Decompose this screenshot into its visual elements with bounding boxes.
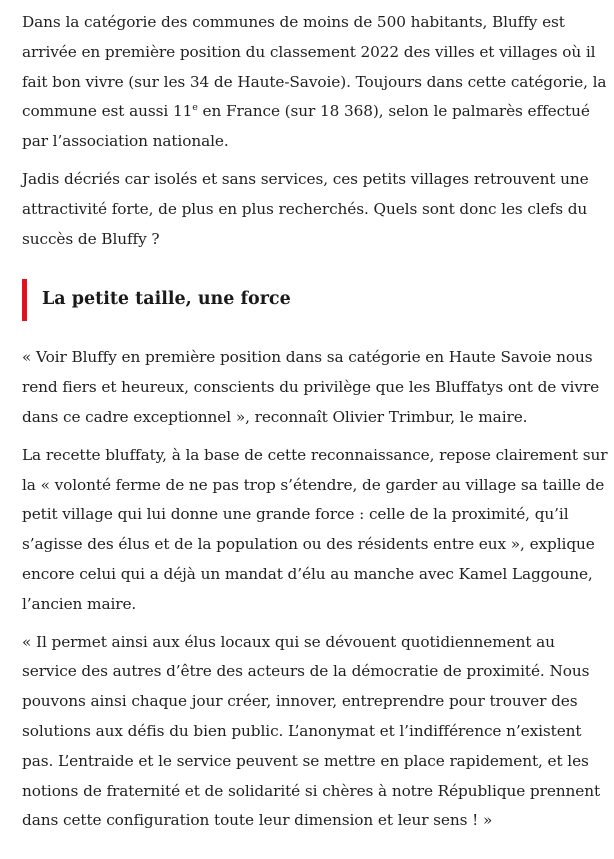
intro-text-end: en France (sur 18 368), selon le palmarès effectué par l’association nationale. [22,102,590,151]
intro-text-start: Dans la catégorie des communes de moins de 500 habitants, Bluffy est arrivée en première position du classement 2022 des villes et villages où il fait bon vivre (sur les 34 de Haute-Savoie). Toujours dans cette catégorie, la commune est aussi 11 [22,13,607,121]
paragraph-intro [22,8,612,157]
paragraph-context: Jadis décriés car isolés et sans services, ces petits villages retrouvent une attractivité forte, de plus en plus recherchés. Quels sont donc les clefs du succès de Bluffy ? [22,169,589,248]
paragraph-recipe: La recette bluffaty, à la base de cette reconnaissance, repose clairement sur la « volonté ferme de ne pas trop s’étendre, de garder au village sa taille de petit village qui lui donne une grande force : celle de la proximité, qu’il s’agisse des élus et de la population ou des résidents entre eux », explique encore celui qui a déjà un mandat d’élu au manche avec Kamel Laggoune, l’ancien maire. [22,445,608,613]
section-accent-bar [22,279,27,321]
paragraph-mayor-quote: « Voir Bluffy en première position dans sa catégorie en Haute Savoie nous rend fiers et heureux, conscients du privilège que les Bluffatys ont de vivre dans ce cadre exceptionnel », reconnaît Olivier Trimbur, le maire. [22,348,600,426]
article-body [22,8,612,836]
paragraph-democracy: « Il permet ainsi aux élus locaux qui se dévouent quotidiennement au service des autres d’être des acteurs de la démocratie de proximité. Nous pouvons ainsi chaque jour créer, innover, entreprendre pour trouver des solutions aux défis du bien public. L’anonymat et l’indifférence n’existent pas. L’entraide et le service peuvent se mettre en place rapidement, et les notions de fraternité et de solidarité si chères à notre République prennent dans cette configuration toute leur dimension et leur sens ! » [22,632,601,830]
section-heading [22,279,612,321]
section-title: La petite taille, une force [42,289,291,310]
ordinal-superscript: e [192,102,198,114]
